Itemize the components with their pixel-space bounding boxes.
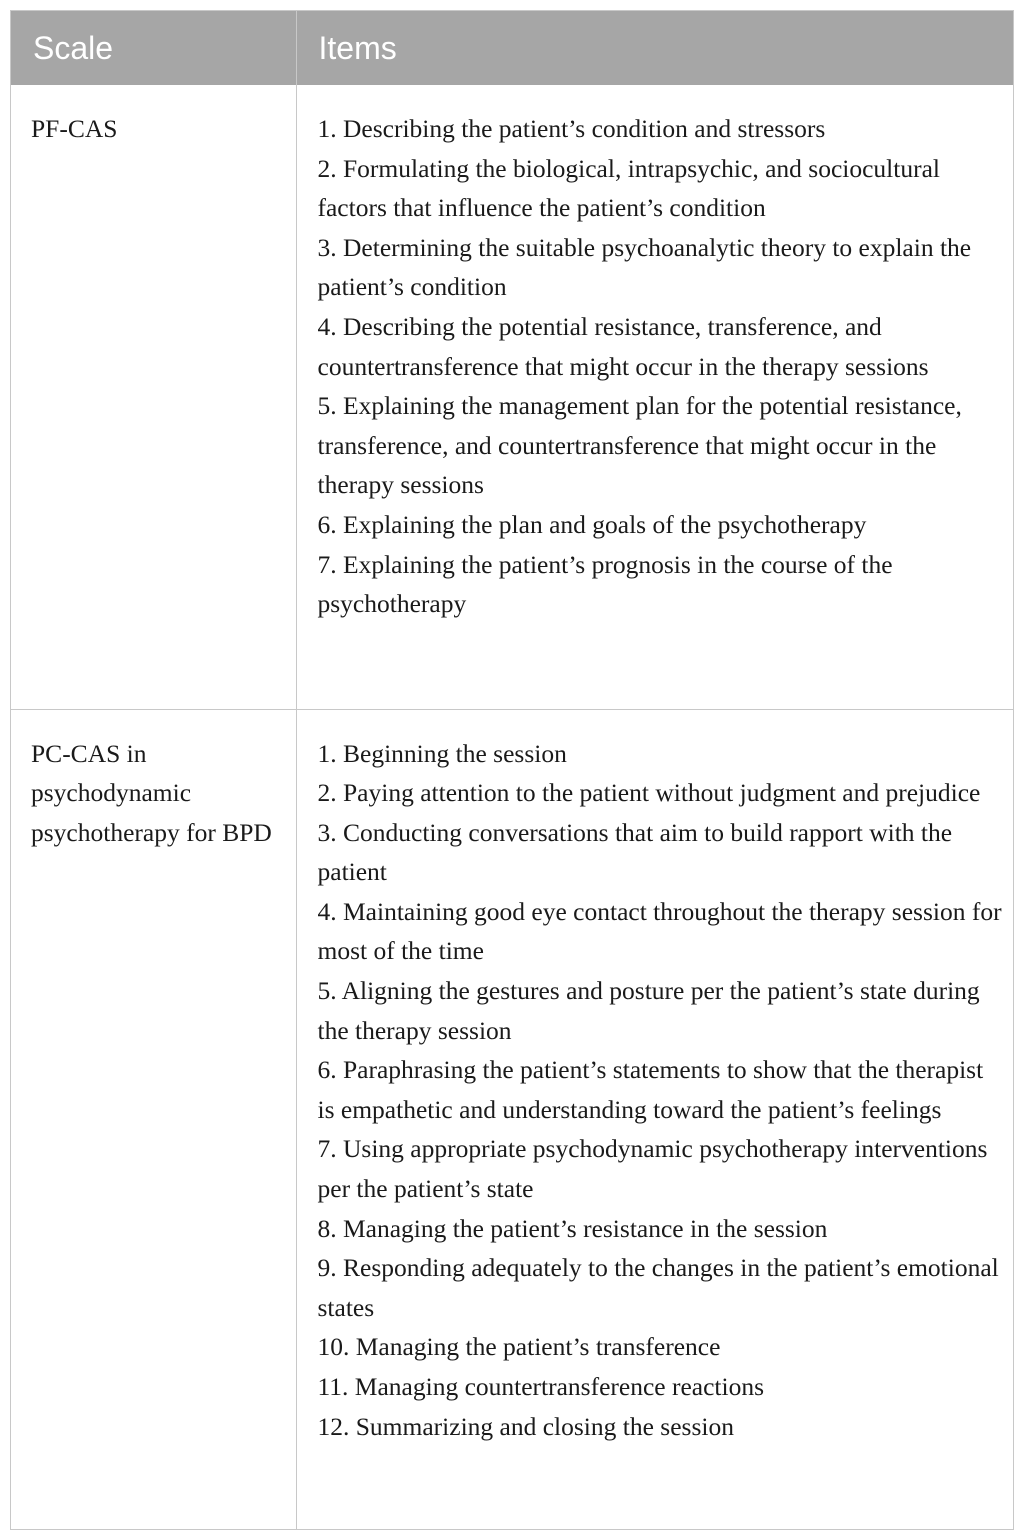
list-item: 6. Explaining the plan and goals of the psychotherapy bbox=[317, 509, 867, 539]
list-item: 7. Using appropriate psychodynamic psychotherapy interventions per the patient’s state bbox=[317, 1134, 988, 1204]
list-item: 11. Managing countertransference reactions bbox=[317, 1372, 765, 1401]
scales-table bbox=[10, 10, 1014, 1530]
list-item: 4. Describing the potential resistance, transference, and countertransference that might occur in the therapy sessions bbox=[317, 311, 929, 381]
scales-table-grid bbox=[11, 11, 1013, 1529]
list-item: 5. Aligning the gestures and posture per the patient’s state during the therapy session bbox=[317, 976, 980, 1045]
header-items: Items bbox=[296, 11, 1013, 85]
list-item: 5. Explaining the management plan for the potential resistance, transference, and countertransference that might occur in the therapy sessions bbox=[317, 391, 962, 500]
header-row bbox=[11, 11, 1013, 85]
list-item: 3. Conducting conversations that aim to build rapport with the patient bbox=[317, 817, 953, 887]
table-row bbox=[11, 709, 1013, 1529]
list-item: 9. Responding adequately to the changes in the patient’s emotional states bbox=[317, 1253, 999, 1322]
list-item: 8. Managing the patient’s resistance in the session bbox=[317, 1213, 828, 1243]
list-item: 3. Determining the suitable psychoanalytic theory to explain the patient’s condition bbox=[317, 232, 972, 302]
items-cell-pf-cas bbox=[296, 85, 1013, 709]
scale-cell-pc-cas: PC-CAS in psychodynamic psychotherapy for BPD bbox=[31, 738, 272, 847]
list-item: 4. Maintaining good eye contact throughout the therapy session for most of the time bbox=[317, 896, 1002, 966]
scale-cell-pf-cas: PF-CAS bbox=[11, 85, 296, 709]
list-item: 2. Formulating the biological, intrapsychic, and sociocultural factors that influence the patient’s condition bbox=[317, 153, 940, 223]
list-item: 10. Managing the patient’s transference bbox=[317, 1332, 721, 1362]
list-item: 6. Paraphrasing the patient’s statements to show that the therapist is empathetic and understanding toward the patient’s feelings bbox=[317, 1055, 984, 1124]
items-cell-pc-cas bbox=[296, 709, 1013, 1529]
list-item: 7. Explaining the patient’s prognosis in the course of the psychotherapy bbox=[317, 549, 893, 619]
header-scale: Scale bbox=[11, 11, 296, 85]
list-item: 2. Paying attention to the patient without judgment and prejudice bbox=[317, 778, 981, 808]
list-item: 1. Beginning the session bbox=[317, 738, 567, 768]
table-row bbox=[11, 85, 1013, 709]
list-item: 1. Describing the patient’s condition and stressors bbox=[317, 114, 826, 143]
list-item: 12. Summarizing and closing the session bbox=[317, 1411, 734, 1441]
